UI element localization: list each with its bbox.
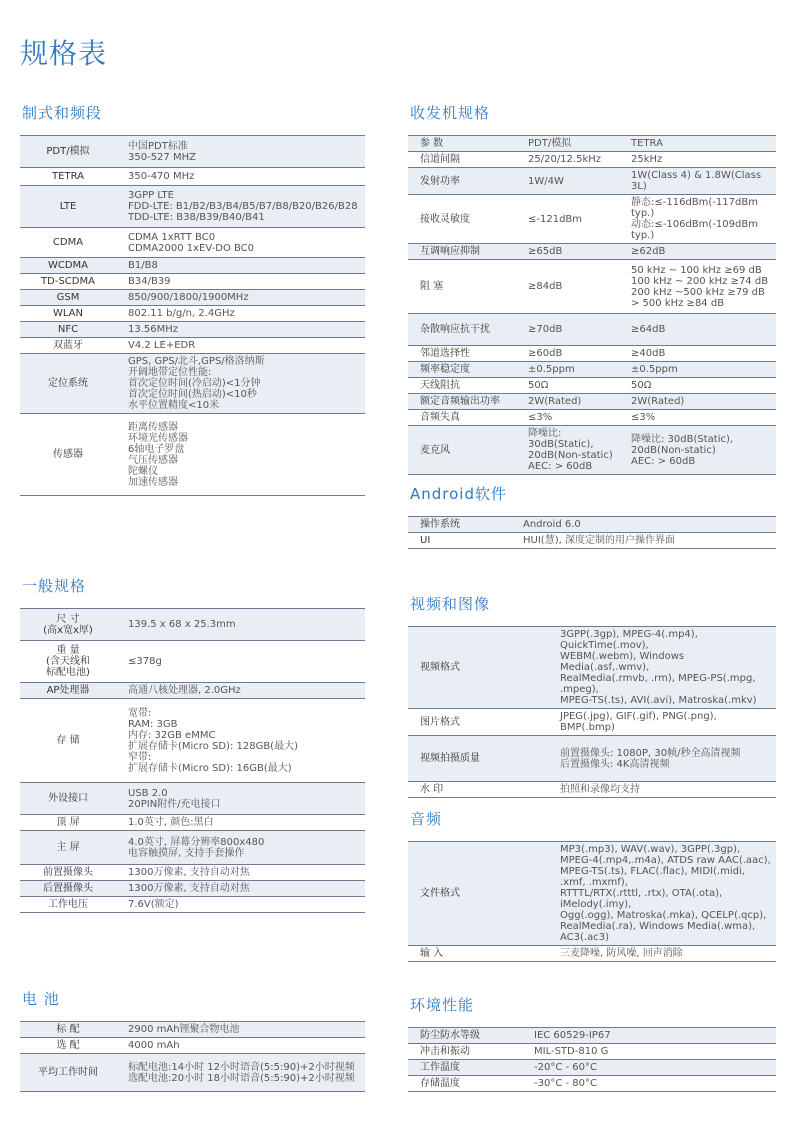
table-row (20, 258, 365, 274)
row-value-pdt: ≥65dB (524, 244, 627, 260)
row-value: 139.5 x 68 x 25.3mm (116, 609, 365, 641)
row-label: 尺 寸 (高x宽x厚) (20, 609, 116, 641)
row-value: 标配电池:14小时 12小时语音(5:5:90)+2小时视频 选配电池:20小时 18小时语音(5:5:90)+2小时视频 (116, 1054, 365, 1092)
row-label: 存储温度 (408, 1076, 530, 1092)
section-title: 音频 (410, 810, 443, 828)
table-row (20, 783, 365, 815)
row-value: GPS, GPS/北斗,GPS/格洛纳斯 开阔地带定位性能: 首次定位时间(冷启动)<1分钟 首次定位时间(热启动)<10秒 水平位置精度<10米 (116, 354, 365, 414)
row-value: -30°C - 80°C (530, 1076, 776, 1092)
row-value: CDMA 1xRTT BC0 CDMA2000 1xEV-DO BC0 (116, 228, 365, 258)
section-title: 视频和图像 (410, 595, 491, 613)
section-title: 电 池 (22, 990, 60, 1008)
table-row (408, 426, 776, 475)
table-row (20, 168, 365, 186)
row-value: 350-470 MHz (116, 168, 365, 186)
modes-table (20, 135, 365, 496)
row-value: 13.56MHz (116, 322, 365, 338)
row-value-pdt: ≤-121dBm (524, 195, 627, 244)
table-row (20, 1054, 365, 1092)
table-row (408, 362, 776, 378)
row-value-tetra: 2W(Rated) (627, 394, 776, 410)
row-value: MIL-STD-810 G (530, 1044, 776, 1060)
page-title: 规格表 (20, 37, 108, 70)
table-row (408, 195, 776, 244)
row-label: 视频拍摄质量 (408, 736, 556, 782)
row-value: B1/B8 (116, 258, 365, 274)
row-label: 杂散响应抗干扰 (408, 314, 524, 346)
battery-table (20, 1021, 365, 1092)
row-value-tetra: 25kHz (627, 152, 776, 168)
row-label: WLAN (20, 306, 116, 322)
row-label: 冲击和振动 (408, 1044, 530, 1060)
table-row (20, 136, 365, 168)
row-label: 阻 塞 (408, 260, 524, 314)
row-label: 前置摄像头 (20, 865, 116, 881)
row-value: 距离传感器 环境光传感器 6轴电子罗盘 气压传感器 陀螺仪 加速传感器 (116, 414, 365, 496)
section-title: 一般规格 (22, 577, 87, 595)
section-title: 收发机规格 (410, 104, 491, 122)
table-header-row (408, 136, 776, 152)
table-row (408, 152, 776, 168)
row-label: GSM (20, 290, 116, 306)
row-label: AP处理器 (20, 683, 116, 699)
row-value-pdt: ≥70dB (524, 314, 627, 346)
table-row (408, 782, 776, 798)
row-value: 三麦降噪, 防风噪, 回声消除 (556, 946, 776, 962)
row-value-tetra: ≥40dB (627, 346, 776, 362)
table-row (20, 897, 365, 913)
table-row (408, 842, 776, 946)
row-label: 麦克风 (408, 426, 524, 475)
table-row (408, 517, 776, 533)
row-value: B34/B39 (116, 274, 365, 290)
row-value-tetra: ±0.5ppm (627, 362, 776, 378)
table-row (20, 699, 365, 783)
table-row (20, 306, 365, 322)
row-label: 标 配 (20, 1022, 116, 1038)
row-value-tetra: 静态:≤-116dBm(-117dBm typ.) 动态:≤-106dBm(-109dBm typ.) (627, 195, 776, 244)
section-title: 制式和频段 (22, 104, 103, 122)
section-title: 环境性能 (410, 996, 475, 1014)
row-label: UI (408, 533, 519, 549)
row-label: CDMA (20, 228, 116, 258)
row-label: 工作电压 (20, 897, 116, 913)
row-value-pdt: ≥60dB (524, 346, 627, 362)
row-label: 存 储 (20, 699, 116, 783)
row-value: 1300万像素, 支持自动对焦 (116, 881, 365, 897)
video-table (408, 626, 776, 798)
row-label: 防尘防水等级 (408, 1028, 530, 1044)
section-transceiver (408, 102, 776, 475)
section-modes (20, 102, 365, 496)
row-label: 接收灵敏度 (408, 195, 524, 244)
row-value-pdt: 50Ω (524, 378, 627, 394)
row-label: 后置摄像头 (20, 881, 116, 897)
section-android (408, 483, 776, 549)
row-label: 发射功率 (408, 168, 524, 195)
table-row (408, 410, 776, 426)
table-row (408, 1044, 776, 1060)
row-value: USB 2.0 20PIN附件/充电接口 (116, 783, 365, 815)
section-general (20, 575, 365, 913)
section-battery (20, 988, 365, 1092)
section-environment (408, 994, 776, 1092)
table-row (408, 260, 776, 314)
row-value: 3GPP LTE FDD-LTE: B1/B2/B3/B4/B5/B7/B8/B20/B26/B28 TDD-LTE: B38/B39/B40/B41 (116, 186, 365, 228)
table-row (408, 346, 776, 362)
row-value: 1300万像素, 支持自动对焦 (116, 865, 365, 881)
table-row (20, 1022, 365, 1038)
table-row (408, 736, 776, 782)
row-value: 宽带: RAM: 3GB 内存: 32GB eMMC 扩展存储卡(Micro SD): 128GB(最大) 窄带: 扩展存储卡(Micro SD): 16GB(最大) (116, 699, 365, 783)
row-label: NFC (20, 322, 116, 338)
row-label: 顶 屏 (20, 815, 116, 831)
row-label: 主 屏 (20, 831, 116, 865)
row-label: 音频失真 (408, 410, 524, 426)
table-row (408, 946, 776, 962)
table-row (20, 641, 365, 683)
row-label: 重 量 (含天线和 标配电池) (20, 641, 116, 683)
table-row (408, 168, 776, 195)
table-row (20, 1038, 365, 1054)
section-video (408, 593, 776, 798)
table-row (20, 290, 365, 306)
row-value-pdt: 2W(Rated) (524, 394, 627, 410)
audio-table (408, 841, 776, 962)
row-value: 拍照和录像均支持 (556, 782, 776, 798)
row-value: V4.2 LE+EDR (116, 338, 365, 354)
row-label: 输 入 (408, 946, 556, 962)
row-value: 850/900/1800/1900MHz (116, 290, 365, 306)
row-value: HUI(慧), 深度定制的用户操作界面 (519, 533, 776, 549)
row-value-pdt: 降噪比: 30dB(Static), 20dB(Non-static) AEC: > 60dB (524, 426, 627, 475)
row-label: 视频格式 (408, 627, 556, 709)
transceiver-table (408, 135, 776, 475)
header-cell: PDT/模拟 (524, 136, 627, 152)
row-value: 1.0英寸, 颜色:黑白 (116, 815, 365, 831)
table-row (408, 244, 776, 260)
row-value: IEC 60529-IP67 (530, 1028, 776, 1044)
row-label: 图片格式 (408, 709, 556, 736)
table-row (20, 609, 365, 641)
table-row (20, 414, 365, 496)
row-label: 邻道选择性 (408, 346, 524, 362)
android-table (408, 516, 776, 549)
row-value-tetra: ≥64dB (627, 314, 776, 346)
row-label: 额定音频输出功率 (408, 394, 524, 410)
row-value-tetra: 50 kHz ~ 100 kHz ≥69 dB 100 kHz ~ 200 kHz ≥74 dB 200 kHz ~500 kHz ≥79 dB > 500 kHz ≥84 dB (627, 260, 776, 314)
header-cell: TETRA (627, 136, 776, 152)
row-value-pdt: 1W/4W (524, 168, 627, 195)
table-row (408, 533, 776, 549)
row-label: 定位系统 (20, 354, 116, 414)
row-value-pdt: ±0.5ppm (524, 362, 627, 378)
section-title: Android软件 (410, 485, 507, 503)
row-value-tetra: ≥62dB (627, 244, 776, 260)
table-row (20, 881, 365, 897)
row-value: 高通八核处理器, 2.0GHz (116, 683, 365, 699)
row-value: 4.0英寸, 屏幕分辨率800x480 电容触摸屏, 支持手套操作 (116, 831, 365, 865)
table-row (20, 683, 365, 699)
table-row (408, 378, 776, 394)
row-label: 天线阻抗 (408, 378, 524, 394)
row-label: 传感器 (20, 414, 116, 496)
row-label: 互调响应抑制 (408, 244, 524, 260)
row-label: WCDMA (20, 258, 116, 274)
row-value: 2900 mAh锂聚合物电池 (116, 1022, 365, 1038)
row-value-tetra: 50Ω (627, 378, 776, 394)
row-value: -20°C - 60°C (530, 1060, 776, 1076)
row-label: 工作温度 (408, 1060, 530, 1076)
row-value-tetra: ≤3% (627, 410, 776, 426)
table-row (20, 865, 365, 881)
row-label: 文件格式 (408, 842, 556, 946)
row-value: 中国PDT标准 350-527 MHZ (116, 136, 365, 168)
table-row (408, 709, 776, 736)
row-label: 双蓝牙 (20, 338, 116, 354)
row-label: 信道间隔 (408, 152, 524, 168)
table-row (20, 815, 365, 831)
row-value: ≤378g (116, 641, 365, 683)
row-label: PDT/模拟 (20, 136, 116, 168)
row-value-tetra: 降噪比: 30dB(Static), 20dB(Non-static) AEC: > 60dB (627, 426, 776, 475)
table-row (408, 314, 776, 346)
row-value: 7.6V(额定) (116, 897, 365, 913)
row-value-pdt: 25/20/12.5kHz (524, 152, 627, 168)
row-value: Android 6.0 (519, 517, 776, 533)
row-value: MP3(.mp3), WAV(.wav), 3GPP(.3gp), MPEG-4(.mp4,.m4a), ATDS raw AAC(.aac), MPEG-TS(.ts), FLAC(.flac), MIDI(.midi, .xmf, .mxmf), RTTTL/RTX(.rtttl, .rtx), OTA(.ota), iMelody(.imy), Ogg(.ogg), Matroska(.mka), QCELP(.qcp), RealMedia(.ra), Windows Media(.wma), AC3(.ac3) (556, 842, 776, 946)
environment-table (408, 1027, 776, 1092)
table-row (20, 274, 365, 290)
row-label: 水 印 (408, 782, 556, 798)
row-label: 外设接口 (20, 783, 116, 815)
table-row (20, 354, 365, 414)
table-row (20, 228, 365, 258)
row-value-tetra: 1W(Class 4) & 1.8W(Class 3L) (627, 168, 776, 195)
table-row (408, 1060, 776, 1076)
header-cell: 参 数 (408, 136, 524, 152)
row-label: 选 配 (20, 1038, 116, 1054)
table-row (408, 1028, 776, 1044)
table-row (408, 394, 776, 410)
row-value: 802.11 b/g/n, 2.4GHz (116, 306, 365, 322)
row-label: 频率稳定度 (408, 362, 524, 378)
section-audio (408, 808, 776, 962)
table-row (20, 322, 365, 338)
general-table (20, 608, 365, 913)
row-value: 4000 mAh (116, 1038, 365, 1054)
table-row (408, 627, 776, 709)
row-value: JPEG(.jpg), GIF(.gif), PNG(.png), BMP(.bmp) (556, 709, 776, 736)
row-label: LTE (20, 186, 116, 228)
table-row (408, 1076, 776, 1092)
table-row (20, 338, 365, 354)
row-value: 3GPP(.3gp), MPEG-4(.mp4), QuickTime(.mov), WEBM(.webm), Windows Media(.asf,.wmv), RealMedia(.rmvb, .rm), MPEG-PS(.mpg, .mpeg), MPEG-TS(.ts), AVI(.avi), Matroska(.mkv) (556, 627, 776, 709)
row-label: 操作系统 (408, 517, 519, 533)
row-label: TETRA (20, 168, 116, 186)
row-label: 平均工作时间 (20, 1054, 116, 1092)
table-row (20, 186, 365, 228)
row-value-pdt: ≤3% (524, 410, 627, 426)
row-value-pdt: ≥84dB (524, 260, 627, 314)
row-label: TD-SCDMA (20, 274, 116, 290)
table-row (20, 831, 365, 865)
row-value: 前置摄像头: 1080P, 30帧/秒全高清视频 后置摄像头: 4K高清视频 (556, 736, 776, 782)
